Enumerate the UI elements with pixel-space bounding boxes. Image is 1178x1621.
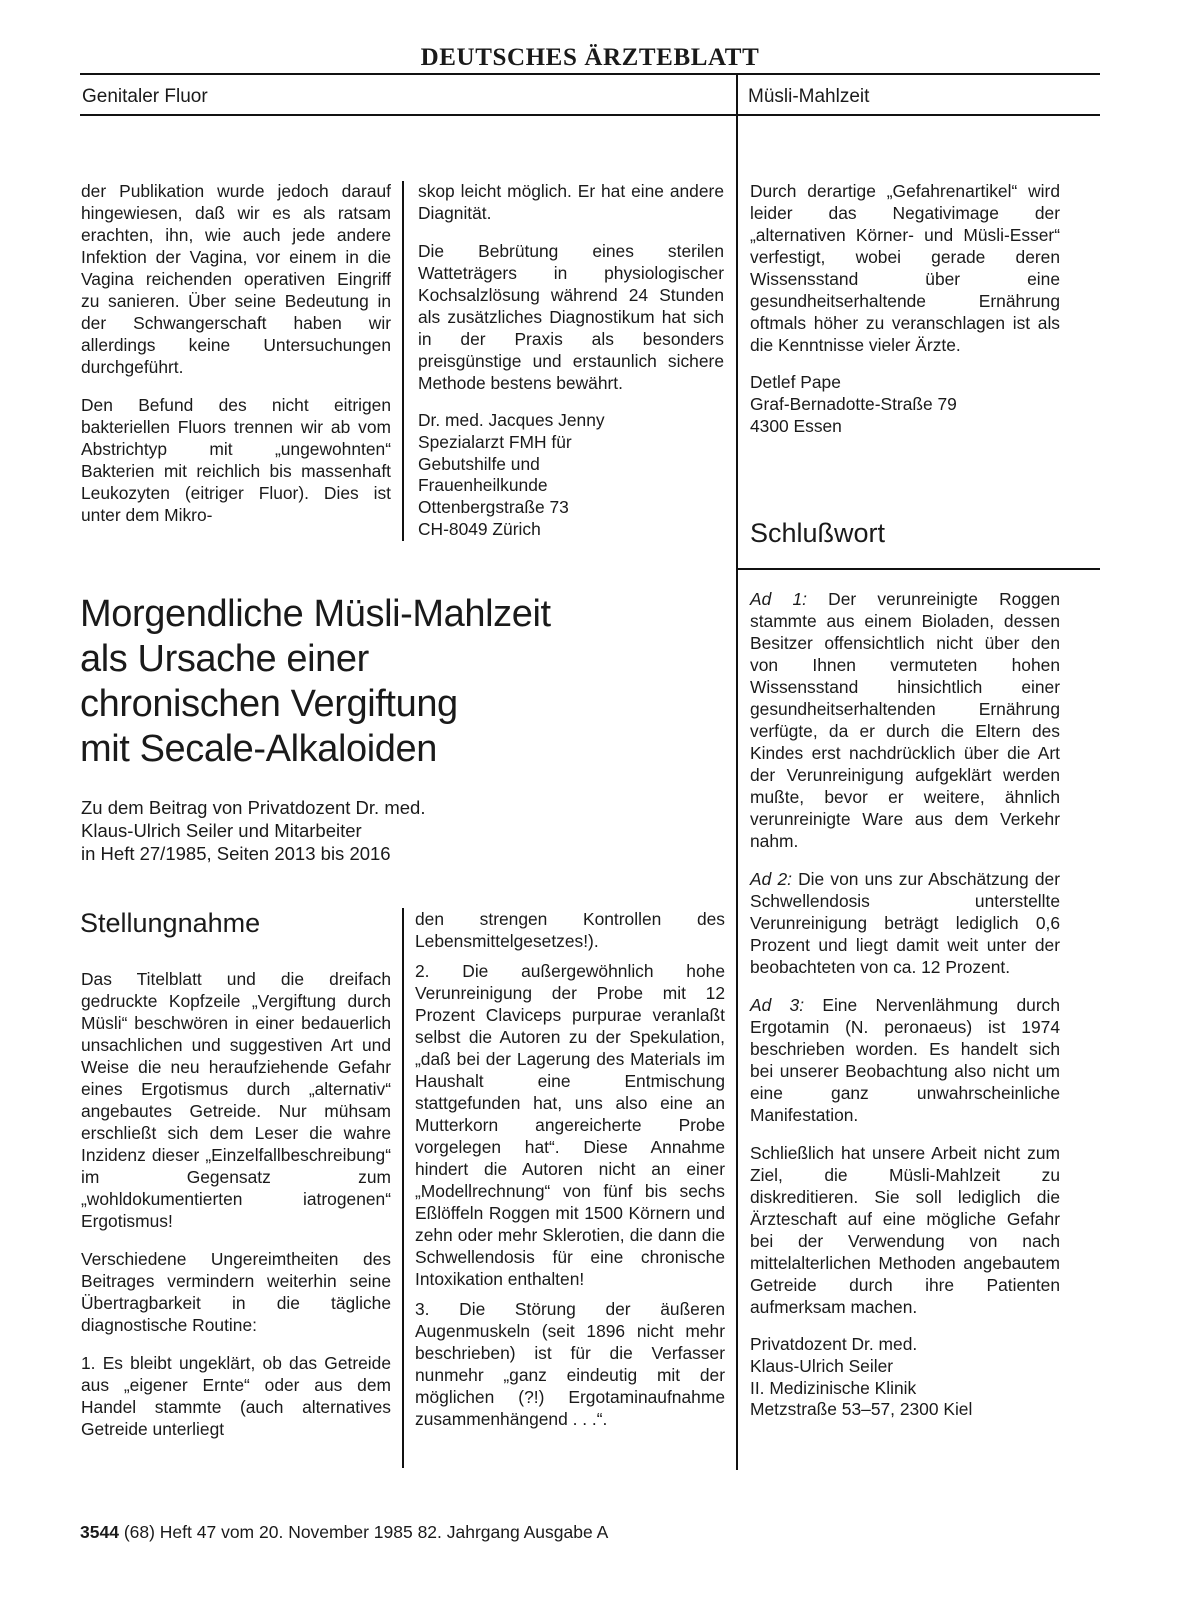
paragraph: den strengen Kontrollen des Lebensmittelgesetzes!). (415, 909, 725, 951)
paragraph: Durch derartige „Gefahrenartikel“ wird leider das Negativimage der „alternativen Körner- und Müsli-Esser“ verfestigt, wobei gerade deren Wissensstand über eine gesundheitserhaltende Ernährung oftmals höher zu veranschlagen ist als die Kenntnisse vieler Ärzte. (750, 181, 1060, 355)
paragraph: Verschiedene Ungereimtheiten des Beitrages vermindern weiterhin seine Übertragbarkeit in die tägliche diagnostische Routine: (81, 1249, 391, 1335)
signature-line: Ottenbergstraße 73 (418, 497, 569, 518)
ad-item (750, 588, 1060, 852)
paragraph: 2. Die außergewöhnlich hohe Verunreinigung der Probe mit 12 Prozent Claviceps purpurae veranlaßt selbst die Autoren zu der Spekulation, „daß bei der Lagerung des Materials im Haushalt eine Entmischung stattgefunden hat, uns also eine an Mutterkorn angereicherte Probe vorgelegen hat“. Diese Annahme hindert die Autoren nicht an einer „Modellrechnung“ von fünf bis sechs Eßlöffeln Roggen mit 1500 Körnern und zehn oder mehr Sklerotien, die dann die Schwellendosis für eine chronische Intoxikation enthalten! (415, 961, 725, 1289)
signature-line: Klaus-Ulrich Seiler (750, 1355, 894, 1376)
ad-item (750, 868, 1060, 978)
column-3 (750, 180, 1060, 437)
stellungnahme-column-1 (81, 968, 391, 1440)
signature-line: Detlef Pape (750, 372, 841, 392)
schlusswort-heading: Schlußwort (750, 518, 886, 548)
stellungnahme-column-2 (415, 908, 725, 1430)
schlusswort-body (750, 588, 1060, 1421)
column-1-top (81, 180, 391, 526)
signature-line: Dr. med. Jacques Jenny (418, 410, 605, 430)
signature-line: Graf-Bernadotte-Straße 79 (750, 393, 957, 414)
signature-seiler (750, 1334, 1060, 1421)
signature-line: Privatdozent Dr. med. (750, 1334, 918, 1354)
issue-info: (68) Heft 47 vom 20. November 1985 82. Jahrgang Ausgabe A (123, 1522, 609, 1542)
paragraph: 1. Es bleibt ungeklärt, ob das Getreide aus „eigener Ernte“ oder aus dem Handel stammte (auch alternatives Getreide unterliegt (81, 1353, 391, 1439)
paragraph: 3. Die Störung der äußeren Augenmuskeln (seit 1896 nicht mehr beschrieben) ist für die Verfasser nunmehr „ganz eindeutig mit der möglichen (?!) Ergotaminaufnahme zusammenhängend . . .“. (415, 1299, 725, 1429)
subtitle-line: Klaus-Ulrich Seiler und Mitarbeiter (81, 820, 362, 841)
paragraph: Die Bebrütung eines sterilen Watteträgers in physiologischer Kochsalzlösung während 24 Stunden als zusätzliches Diagnostikum hat sich in der Praxis als besonders preisgünstige und erstaunlich sichere Methode bestens bewährt. (418, 241, 724, 393)
signature-line: 4300 Essen (750, 415, 842, 436)
page-number: 3544 (80, 1522, 119, 1542)
left-section-label: Genitaler Fluor (82, 86, 208, 107)
article-subtitle (81, 796, 721, 865)
title-line: chronischen Vergiftung (80, 683, 458, 725)
ad-text: Der verunreinigte Roggen stammte aus einem Bioladen, dessen Besitzer offensichtlich nicht über den von Ihnen vermuteten hohen Wissensstand hinsichtlich einer gesundheitserhaltenden Ernährung verfügte, da er durch die Eltern des Kindes erst nachdrücklich über die Art der Verunreinigung aufgeklärt werden mußte, bevor er weitere, ähnlich verunreinigte Ware aus dem Verkehr nahm. (750, 589, 1060, 851)
title-line: mit Secale-Alkaloiden (80, 728, 437, 770)
paragraph: der Publikation wurde jedoch darauf hingewiesen, daß wir es als ratsam erachten, ihn, wie auch jede andere Infektion der Vagina, vor einem in die Vagina reichenden operativen Eingriff zu sanieren. Über seine Bedeutung in der Schwangerschaft haben wir allerdings keine Untersuchungen durchgeführt. (81, 181, 391, 377)
column-2-top (418, 180, 724, 541)
signature-line: II. Medizinische Klinik (750, 1377, 917, 1398)
signature-line: Metzstraße 53–57, 2300 Kiel (750, 1399, 973, 1420)
right-section-label: Müsli-Mahlzeit (748, 86, 870, 107)
page-footer (80, 1522, 608, 1543)
title-line: Morgendliche Müsli-Mahlzeit (80, 593, 551, 635)
ad-label: Ad 3: (750, 995, 805, 1015)
article-title (80, 592, 720, 772)
column-divider-bottom (402, 908, 404, 1468)
signature-jenny (418, 410, 724, 541)
ad-text: Die von uns zur Abschätzung der Schwellendosis unterstellte Verunreinigung beträgt lediglich 0,6 Prozent und liegt damit weit unter der beobachteten von ca. 12 Prozent. (750, 869, 1061, 977)
schlusswort-rule (738, 568, 1100, 570)
ad-text: Eine Nervenlähmung durch Ergotamin (N. peronaeus) ist 1974 beschrieben worden. Es handelt sich bei unserer Beobachtung also nicht um eine ganz unwahrscheinliche Manifestation. (750, 995, 1060, 1125)
ad-label: Ad 2: (750, 869, 792, 889)
column-divider-main (736, 75, 738, 1470)
stellungnahme-heading: Stellungnahme (80, 908, 261, 938)
column-divider-top (402, 181, 404, 541)
ad-label: Ad 1: (750, 589, 807, 609)
signature-line: Gebutshilfe und (418, 453, 540, 474)
header-bottom-rule (80, 114, 1100, 116)
title-line: als Ursache einer (80, 638, 369, 680)
paragraph: Den Befund des nicht eitrigen bakteriellen Fluors trennen wir ab vom Abstrichtyp mit „ungewohnten“ Bakterien mit reichlich bis massenhaft Leukozyten (eitriger Fluor). Dies ist unter dem Mikro- (81, 395, 391, 525)
masthead: DEUTSCHES ÄRZTEBLATT (420, 44, 760, 71)
signature-line: Frauenheilkunde (418, 475, 548, 496)
signature-line: Spezialarzt FMH für (418, 431, 572, 452)
paragraph: skop leicht möglich. Er hat eine andere Diagnität. (418, 181, 724, 223)
ad-item (750, 994, 1060, 1126)
paragraph: Schließlich hat unsere Arbeit nicht zum Ziel, die Müsli-Mahlzeit zu diskreditieren. Sie soll lediglich die Ärzteschaft auf eine mögliche Gefahr bei der Verwendung von nach mittelalterlichen Methoden angebautem Getreide durch ihre Patienten aufmerksam machen. (750, 1143, 1060, 1317)
subtitle-line: in Heft 27/1985, Seiten 2013 bis 2016 (81, 843, 391, 864)
signature-line: CH-8049 Zürich (418, 518, 541, 539)
signature-pape (750, 372, 1060, 437)
top-rule (80, 73, 1100, 75)
subtitle-line: Zu dem Beitrag von Privatdozent Dr. med. (81, 797, 426, 818)
paragraph: Das Titelblatt und die dreifach gedruckte Kopfzeile „Vergiftung durch Müsli“ beschwören in einer bedauerlich unsachlichen und suggestiven Art und Weise die neu heraufziehende Gefahr eines Ergotismus durch „alternativ“ angebautes Getreide. Nur mühsam erschließt sich dem Leser die wahre Inzidenz dieser „Einzelfallbeschreibung“ im Gegensatz zum „wohldokumentierten iatrogenen“ Ergotismus! (81, 969, 391, 1231)
